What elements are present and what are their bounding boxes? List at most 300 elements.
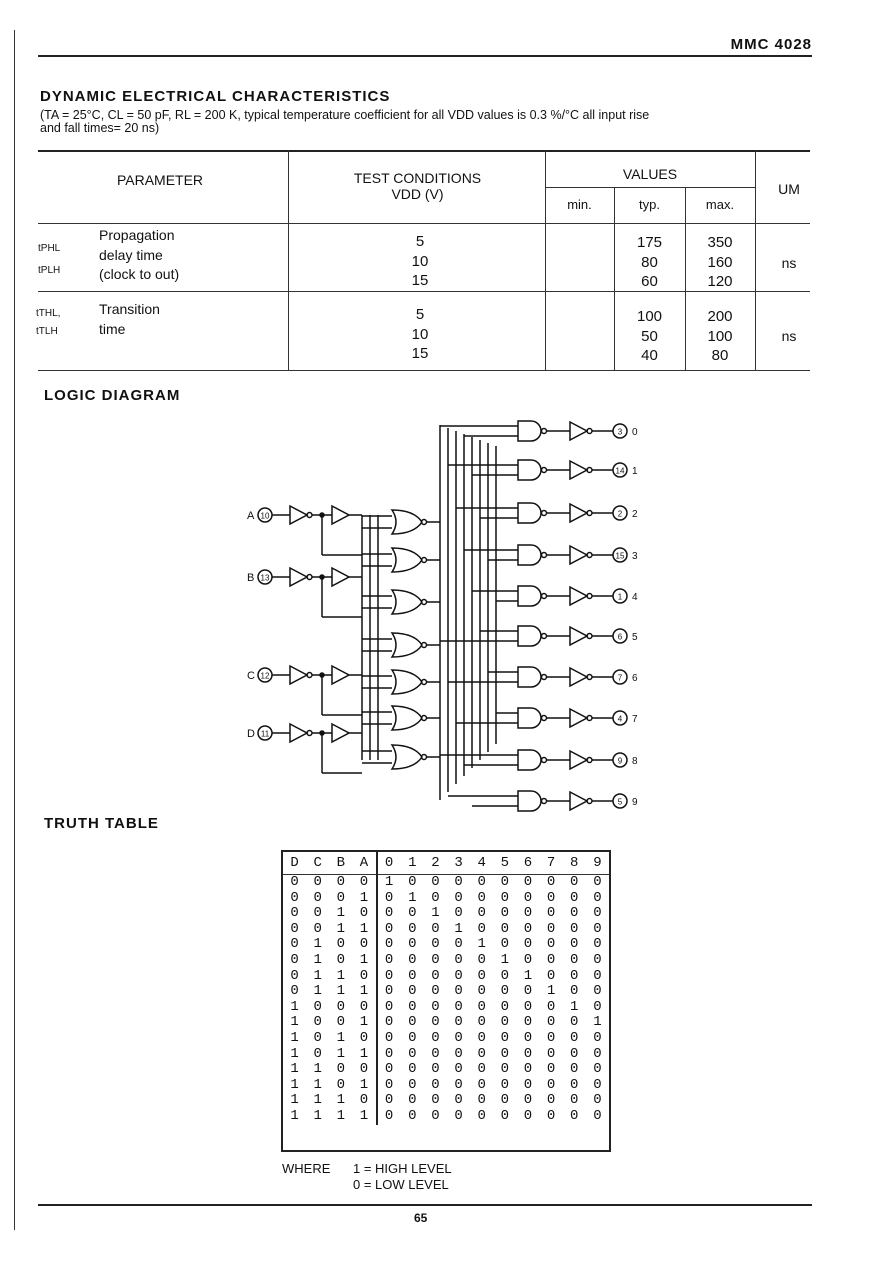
truth-cell: 1: [336, 1045, 346, 1062]
inverter-bubble: [587, 553, 592, 558]
header-rule: [38, 55, 812, 57]
truth-cell: 0: [431, 874, 440, 890]
truth-cell: 0: [546, 874, 556, 890]
output-label: 6: [632, 673, 638, 684]
truth-cell: 0: [431, 998, 440, 1015]
buffer-symbol: [332, 724, 349, 742]
truth-cell: 0: [408, 1014, 417, 1031]
and-gate-symbol: [518, 791, 541, 811]
values-sub-rule: [545, 187, 755, 188]
truth-cell: 0: [454, 951, 463, 968]
output-label: 3: [632, 551, 638, 562]
truth-cell: 0: [336, 951, 346, 968]
inverter-bubble: [587, 594, 592, 599]
truth-cell: 0: [546, 905, 556, 922]
inverter-bubble: [422, 520, 427, 525]
row2-typ: 100 50 40: [636, 308, 663, 364]
truth-header-cell: 4: [477, 855, 486, 871]
truth-cell: 0: [408, 951, 417, 968]
truth-cell: 1: [477, 936, 486, 953]
row1-parameter: Propagation delay time (clock to out): [99, 227, 180, 282]
input-pin-number: 11: [260, 729, 270, 739]
truth-cell: 1: [336, 920, 346, 937]
truth-cell: 0: [593, 1092, 602, 1109]
truth-cell: 0: [352, 906, 376, 922]
truth-cell: 1: [290, 1045, 299, 1062]
truth-cell: 1: [290, 998, 299, 1015]
buffer-symbol: [290, 666, 307, 684]
truth-cell: 1: [570, 998, 579, 1015]
truth-header-row: [283, 852, 609, 875]
truth-cell: 0: [477, 889, 486, 906]
truth-header-cell: 9: [593, 855, 602, 871]
output-pin-number: 5: [617, 797, 623, 807]
truth-cell: 0: [290, 905, 299, 922]
truth-table: [281, 850, 611, 1152]
row1-symbols: tPHL tPLH: [38, 243, 61, 276]
output-pin-number: 6: [617, 632, 623, 642]
part-number-header: MMC 4028: [730, 36, 812, 53]
truth-cell: 0: [500, 1092, 510, 1109]
buffer-symbol: [570, 546, 587, 564]
truth-cell: 1: [546, 983, 556, 1000]
truth-cell: 1: [593, 1014, 602, 1031]
buffer-symbol: [570, 709, 587, 727]
truth-cell: 1: [290, 1107, 299, 1124]
truth-header-cell: 3: [454, 855, 463, 871]
output-pin-number: 15: [615, 551, 625, 561]
inverter-bubble: [587, 511, 592, 516]
truth-cell: 0: [570, 889, 579, 906]
truth-cell: 0: [336, 874, 346, 890]
truth-row: [283, 937, 609, 953]
truth-cell: 1: [290, 1029, 299, 1046]
truth-cell: 0: [454, 1061, 463, 1078]
truth-cell: 0: [546, 936, 556, 953]
truth-cell: 0: [500, 1029, 510, 1046]
truth-cell: 0: [313, 1014, 322, 1031]
table-header-rule: [38, 223, 810, 224]
inverter-bubble: [542, 511, 547, 516]
truth-cell: 0: [523, 1029, 533, 1046]
truth-cell: 0: [290, 920, 299, 937]
truth-cell: 0: [313, 1029, 322, 1046]
truth-cell: 0: [431, 967, 440, 984]
truth-cell: 0: [384, 936, 394, 953]
truth-cell: 0: [477, 951, 486, 968]
truth-cell: 0: [431, 1045, 440, 1062]
truth-cell: 0: [408, 874, 417, 890]
truth-cell: 0: [454, 1045, 463, 1062]
truth-cell: 0: [477, 998, 486, 1015]
truth-cell: 0: [408, 905, 417, 922]
inverter-bubble: [422, 755, 427, 760]
truth-cell: 0: [384, 1014, 394, 1031]
truth-cell: 0: [500, 889, 510, 906]
truth-cell: 0: [500, 1014, 510, 1031]
inverter-bubble: [542, 468, 547, 473]
truth-cell: 1: [313, 951, 322, 968]
output-label: 1: [632, 466, 638, 477]
col-typ-header: typ.: [639, 197, 660, 212]
truth-cell: 0: [593, 1076, 602, 1093]
output-label: 5: [632, 632, 638, 643]
and-gate-symbol: [518, 667, 541, 687]
truth-cell: 0: [431, 1061, 440, 1078]
and-gate-symbol: [518, 626, 541, 646]
truth-cell: 0: [546, 1061, 556, 1078]
page-number: 65: [414, 1211, 428, 1225]
truth-cell: 0: [523, 905, 533, 922]
truth-cell: 1: [313, 983, 322, 1000]
inverter-bubble: [542, 716, 547, 721]
truth-cell: 1: [313, 936, 322, 953]
inverter-bubble: [307, 673, 312, 678]
row2-symbols: tTHL, tTLH: [36, 308, 61, 337]
truth-cell: 1: [336, 1029, 346, 1046]
truth-cell: 0: [431, 1076, 440, 1093]
truth-cell: 0: [290, 967, 299, 984]
truth-where: WHERE: [282, 1161, 331, 1176]
truth-cell: 0: [336, 1061, 346, 1078]
truth-table-title: TRUTH TABLE: [44, 815, 159, 832]
truth-cell: 0: [477, 1092, 486, 1109]
truth-cell: 0: [500, 983, 510, 1000]
truth-cell: 0: [570, 1092, 579, 1109]
truth-cell: 1: [431, 905, 440, 922]
truth-cell: 0: [352, 875, 376, 891]
truth-cell: 0: [523, 1076, 533, 1093]
truth-row: [283, 1047, 609, 1063]
col-divider: [545, 150, 546, 370]
truth-header-cell: 0: [384, 855, 394, 871]
input-label: B: [247, 572, 255, 584]
truth-header-cell: 8: [570, 855, 579, 871]
truth-cell: 0: [454, 1092, 463, 1109]
truth-cell: 1: [352, 1078, 376, 1094]
truth-row: [283, 953, 609, 969]
dynamic-title: DYNAMIC ELECTRICAL CHARACTERISTICS: [40, 88, 391, 105]
truth-cell: 0: [523, 889, 533, 906]
truth-cell: 0: [593, 874, 602, 890]
truth-cell: 0: [352, 969, 376, 985]
truth-cell: 0: [546, 1045, 556, 1062]
inverter-bubble: [587, 758, 592, 763]
or-gate-symbol: [392, 510, 422, 534]
truth-cell: 0: [523, 951, 533, 968]
truth-cell: 0: [593, 889, 602, 906]
truth-row: [283, 969, 609, 985]
truth-cell: 0: [593, 920, 602, 937]
truth-cell: 0: [454, 983, 463, 1000]
truth-cell: 0: [408, 920, 417, 937]
buffer-symbol: [570, 461, 587, 479]
dynamic-conditions-line1: (TA = 25°C, CL = 50 pF, RL = 200 K, typical temperature coefficient for all VDD values is 0.3 %/°C all input rise: [40, 108, 650, 122]
truth-header-cell: A: [352, 852, 376, 875]
truth-cell: 0: [500, 920, 510, 937]
truth-cell: 0: [454, 998, 463, 1015]
truth-cell: 0: [384, 905, 394, 922]
footer-rule: [38, 1204, 812, 1206]
truth-row: [283, 1109, 609, 1125]
truth-cell: 0: [454, 874, 463, 890]
truth-cell: 0: [290, 889, 299, 906]
truth-cell: 0: [454, 1076, 463, 1093]
or-gate-symbol: [392, 590, 422, 614]
truth-cell: 0: [454, 889, 463, 906]
row2-um: ns: [781, 328, 797, 344]
truth-cell: 0: [546, 998, 556, 1015]
truth-cell: 0: [336, 1076, 346, 1093]
row1-vdd: 5 10 15: [411, 233, 429, 289]
truth-cell: 0: [500, 1107, 510, 1124]
inverter-bubble: [422, 643, 427, 648]
output-pin-number: 3: [617, 427, 623, 437]
truth-cell: 0: [593, 1107, 602, 1124]
truth-row: [283, 1031, 609, 1047]
output-pin-number: 2: [617, 509, 623, 519]
truth-cell: 1: [523, 967, 533, 984]
inverter-bubble: [307, 731, 312, 736]
buffer-symbol: [332, 666, 349, 684]
truth-cell: 0: [313, 889, 322, 906]
truth-cell: 1: [313, 1061, 322, 1078]
truth-cell: 0: [477, 874, 486, 890]
inverter-bubble: [542, 799, 547, 804]
truth-cell: 1: [336, 1092, 346, 1109]
truth-cell: 1: [313, 1076, 322, 1093]
truth-cell: 1: [352, 922, 376, 938]
truth-cell: 0: [290, 983, 299, 1000]
truth-cell: 1: [290, 1014, 299, 1031]
truth-cell: 0: [546, 1076, 556, 1093]
truth-header-cell: C: [313, 855, 322, 871]
truth-cell: 0: [570, 1029, 579, 1046]
inverter-bubble: [587, 716, 592, 721]
input-pin-number: 13: [260, 573, 270, 583]
inverter-bubble: [542, 634, 547, 639]
inverter-bubble: [587, 675, 592, 680]
truth-cell: 0: [523, 920, 533, 937]
truth-cell: 0: [593, 905, 602, 922]
truth-cell: 0: [500, 967, 510, 984]
truth-cell: 0: [408, 1029, 417, 1046]
truth-cell: 1: [336, 967, 346, 984]
truth-cell: 0: [431, 951, 440, 968]
truth-cell: 0: [313, 874, 322, 890]
truth-cell: 0: [593, 998, 602, 1015]
and-gate-symbol: [518, 421, 541, 441]
truth-header-cell: D: [290, 855, 299, 871]
truth-cell: 1: [336, 1107, 346, 1124]
truth-cell: 0: [523, 1107, 533, 1124]
truth-cell: 0: [336, 998, 346, 1015]
buffer-symbol: [332, 506, 349, 524]
truth-cell: 0: [408, 1092, 417, 1109]
truth-cell: 0: [477, 1029, 486, 1046]
truth-cell: 0: [500, 1076, 510, 1093]
truth-cell: 0: [384, 1076, 394, 1093]
truth-cell: 0: [593, 1061, 602, 1078]
output-pin-number: 4: [617, 714, 623, 724]
truth-row: [283, 1062, 609, 1078]
truth-header-cell: 2: [431, 855, 440, 871]
truth-cell: 0: [546, 951, 556, 968]
truth-cell: 0: [546, 1029, 556, 1046]
truth-cell: 1: [336, 983, 346, 1000]
truth-cell: 0: [384, 983, 394, 1000]
buffer-symbol: [290, 506, 307, 524]
input-pin-number: 10: [260, 511, 270, 521]
truth-cell: 0: [384, 1029, 394, 1046]
truth-cell: 0: [313, 920, 322, 937]
truth-cell: 0: [431, 889, 440, 906]
truth-cell: 0: [593, 1029, 602, 1046]
truth-cell: 0: [313, 1045, 322, 1062]
truth-cell: 0: [408, 1045, 417, 1062]
buffer-symbol: [570, 792, 587, 810]
truth-cell: 0: [570, 936, 579, 953]
truth-cell: 0: [570, 1014, 579, 1031]
truth-cell: 0: [593, 967, 602, 984]
truth-header-cell: 1: [408, 855, 417, 871]
row1-max: 350 160 120: [707, 234, 733, 290]
truth-row: [283, 875, 609, 891]
inverter-bubble: [587, 799, 592, 804]
truth-cell: 0: [500, 936, 510, 953]
truth-cell: 0: [431, 1014, 440, 1031]
truth-cell: 0: [290, 936, 299, 953]
col-um-header: UM: [778, 181, 800, 197]
truth-cell: 0: [477, 905, 486, 922]
input-pin-number: 12: [260, 671, 270, 681]
or-gate-symbol: [392, 670, 422, 694]
truth-row: [283, 906, 609, 922]
truth-cell: 0: [570, 983, 579, 1000]
row2-max: 200 100 80: [707, 308, 733, 364]
col-divider: [288, 150, 289, 370]
output-label: 0: [632, 427, 638, 438]
truth-cell: 0: [384, 1092, 394, 1109]
col-test-sub: VDD (V): [391, 186, 444, 202]
truth-cell: 0: [431, 1029, 440, 1046]
truth-cell: 0: [431, 936, 440, 953]
or-gate-symbol: [392, 548, 422, 572]
truth-cell: 1: [352, 1109, 376, 1125]
buffer-symbol: [570, 751, 587, 769]
col-min-header: min.: [567, 197, 592, 212]
truth-cell: 0: [477, 920, 486, 937]
output-pin-number: 7: [617, 673, 623, 683]
truth-cell: 0: [570, 874, 579, 890]
truth-cell: 0: [546, 920, 556, 937]
input-label: C: [247, 670, 255, 682]
logic-diagram: [0, 400, 892, 820]
truth-cell: 0: [477, 1107, 486, 1124]
truth-row: [283, 891, 609, 907]
truth-cell: 0: [384, 889, 394, 906]
truth-cell: 0: [431, 1092, 440, 1109]
truth-cell: 1: [500, 951, 510, 968]
truth-cell: 0: [384, 951, 394, 968]
truth-cell: 0: [408, 1061, 417, 1078]
truth-cell: 1: [290, 1092, 299, 1109]
inverter-bubble: [542, 429, 547, 434]
truth-cell: 0: [454, 1107, 463, 1124]
truth-row: [283, 1078, 609, 1094]
dynamic-conditions-line2: and fall times= 20 ns): [40, 121, 160, 135]
truth-cell: 1: [408, 889, 417, 906]
truth-cell: 1: [454, 920, 463, 937]
truth-cell: 0: [546, 889, 556, 906]
truth-header-cell: B: [336, 855, 346, 871]
truth-cell: 0: [593, 951, 602, 968]
truth-cell: 0: [408, 1107, 417, 1124]
truth-cell: 0: [570, 1107, 579, 1124]
truth-cell: 0: [477, 983, 486, 1000]
truth-cell: 1: [313, 1107, 322, 1124]
truth-cell: 1: [290, 1076, 299, 1093]
truth-cell: 0: [500, 998, 510, 1015]
truth-header-cell: 6: [523, 855, 533, 871]
truth-row: [283, 1093, 609, 1109]
truth-cell: 0: [384, 998, 394, 1015]
truth-cell: 0: [523, 983, 533, 1000]
buffer-symbol: [570, 627, 587, 645]
truth-cell: 0: [313, 998, 322, 1015]
truth-cell: 0: [431, 983, 440, 1000]
truth-cell: 0: [500, 1061, 510, 1078]
and-gate-symbol: [518, 503, 541, 523]
truth-cell: 0: [477, 1045, 486, 1062]
inverter-bubble: [307, 513, 312, 518]
buffer-symbol: [570, 504, 587, 522]
truth-cell: 0: [523, 874, 533, 890]
truth-cell: 0: [546, 1014, 556, 1031]
truth-cell: 0: [431, 920, 440, 937]
truth-cell: 0: [546, 1107, 556, 1124]
truth-cell: 0: [408, 967, 417, 984]
inverter-bubble: [542, 553, 547, 558]
col-values-header: VALUES: [622, 166, 678, 182]
truth-cell: 0: [352, 1031, 376, 1047]
table-bottom-rule: [38, 370, 810, 371]
truth-cell: 0: [352, 937, 376, 953]
or-gate-symbol: [392, 706, 422, 730]
inverter-bubble: [542, 594, 547, 599]
inverter-bubble: [422, 680, 427, 685]
truth-legend-low: 0 = LOW LEVEL: [353, 1177, 449, 1192]
and-gate-symbol: [518, 460, 541, 480]
input-label: D: [247, 728, 255, 740]
output-pin-number: 14: [615, 466, 625, 476]
truth-cell: 0: [523, 1014, 533, 1031]
truth-cell: 1: [336, 905, 346, 922]
inverter-bubble: [587, 634, 592, 639]
truth-row: [283, 1000, 609, 1016]
truth-cell: 0: [500, 1045, 510, 1062]
truth-cell: 0: [500, 905, 510, 922]
inverter-bubble: [587, 468, 592, 473]
truth-cell: 0: [313, 905, 322, 922]
or-gate-symbol: [392, 745, 422, 769]
row2-vdd: 5 10 15: [411, 306, 429, 362]
truth-cell: 0: [593, 1045, 602, 1062]
input-label: A: [247, 510, 255, 522]
truth-cell: 0: [477, 1076, 486, 1093]
truth-cell: 0: [336, 936, 346, 953]
truth-table-grid: [283, 852, 609, 1125]
